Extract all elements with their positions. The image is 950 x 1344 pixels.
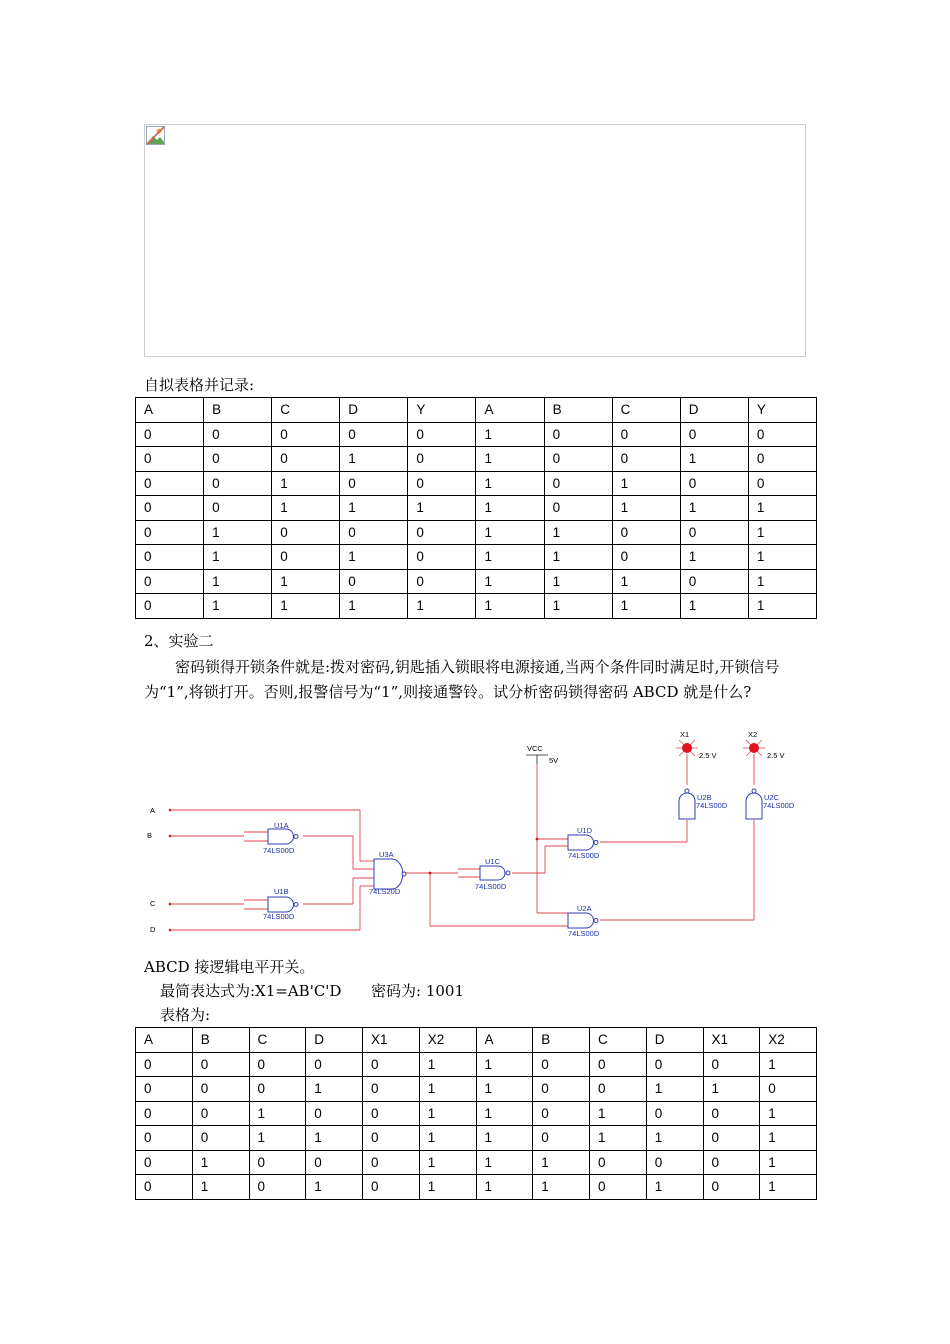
table-cell: 1 <box>476 1077 533 1102</box>
table-cell: 0 <box>612 520 680 545</box>
table-cell: 0 <box>680 471 748 496</box>
table-cell: 0 <box>340 569 408 594</box>
table-cell: 0 <box>544 447 612 472</box>
gate-u1a-ref: U1A <box>274 821 289 830</box>
gate-u1a-part: 74LS00D <box>263 846 295 855</box>
table-cell: 1 <box>748 545 816 570</box>
table-cell: 1 <box>476 447 544 472</box>
gate-u1d-part: 74LS00D <box>568 851 600 860</box>
table-cell: 1 <box>204 594 272 619</box>
table-cell: 1 <box>680 496 748 521</box>
header-cell: C <box>590 1028 647 1053</box>
table-cell: 1 <box>306 1077 363 1102</box>
table-cell: 1 <box>748 496 816 521</box>
table-cell: 1 <box>249 1126 306 1151</box>
table-cell: 1 <box>476 422 544 447</box>
header-row <box>136 1028 817 1053</box>
table-cell: 0 <box>136 447 204 472</box>
expression-line <box>160 979 464 1003</box>
header-cell: D <box>646 1028 703 1053</box>
table-row <box>136 1052 817 1077</box>
table-cell: 1 <box>340 545 408 570</box>
table-cell: 0 <box>136 1101 193 1126</box>
table-cell: 0 <box>612 447 680 472</box>
truth-table-2 <box>135 1027 817 1200</box>
table-cell: 0 <box>590 1052 647 1077</box>
header-cell: X2 <box>419 1028 476 1053</box>
header-cell: D <box>306 1028 363 1053</box>
table-cell: 1 <box>204 569 272 594</box>
header-cell: D <box>340 398 408 423</box>
header-cell: B <box>544 398 612 423</box>
table-cell: 0 <box>408 447 476 472</box>
table-cell: 0 <box>136 1077 193 1102</box>
table-cell: 1 <box>306 1126 363 1151</box>
table-cell: 1 <box>272 471 340 496</box>
table-cell: 0 <box>136 520 204 545</box>
table-cell: 0 <box>680 422 748 447</box>
table-cell: 0 <box>680 520 748 545</box>
table-cell: 0 <box>533 1052 590 1077</box>
table-cell: 1 <box>612 471 680 496</box>
table-cell: 0 <box>363 1150 420 1175</box>
table-cell: 1 <box>760 1150 817 1175</box>
simplified-expression: 最简表达式为:X1=AB'C'D <box>160 982 342 1000</box>
broken-image-icon <box>146 126 165 145</box>
table-cell: 0 <box>340 422 408 447</box>
table-cell: 0 <box>340 471 408 496</box>
table-cell: 0 <box>748 422 816 447</box>
table-cell: 0 <box>306 1150 363 1175</box>
table-cell: 0 <box>136 496 204 521</box>
table-cell: 0 <box>363 1101 420 1126</box>
vcc-value: 5V <box>549 756 559 765</box>
table-cell: 1 <box>533 1175 590 1200</box>
table-cell: 0 <box>363 1052 420 1077</box>
header-cell: X1 <box>363 1028 420 1053</box>
header-cell: C <box>612 398 680 423</box>
table-cell: 0 <box>136 1126 193 1151</box>
section-heading: 2、实验二 <box>144 632 214 650</box>
gate-u2c-ref: U2C <box>764 793 780 802</box>
input-d-label: D <box>150 925 156 934</box>
table-cell: 1 <box>419 1150 476 1175</box>
table-cell: 1 <box>590 1101 647 1126</box>
table-row <box>136 496 817 521</box>
table-cell: 0 <box>544 422 612 447</box>
gate-u1d-ref: U1D <box>577 826 593 835</box>
table-cell: 0 <box>408 422 476 447</box>
table-cell: 1 <box>272 496 340 521</box>
table-cell: 0 <box>544 496 612 521</box>
table-cell: 1 <box>340 447 408 472</box>
table-cell: 0 <box>204 447 272 472</box>
probe-x2-name: X2 <box>748 730 758 739</box>
table-cell: 1 <box>340 594 408 619</box>
table-cell: 0 <box>590 1150 647 1175</box>
table-cell: 1 <box>340 496 408 521</box>
switch-note: ABCD 接逻辑电平开关。 <box>144 958 315 976</box>
table-cell: 0 <box>272 520 340 545</box>
table-cell: 0 <box>136 594 204 619</box>
table-cell: 1 <box>419 1077 476 1102</box>
table-cell: 1 <box>760 1052 817 1077</box>
table-cell: 1 <box>544 569 612 594</box>
table-cell: 0 <box>408 471 476 496</box>
header-cell: A <box>476 398 544 423</box>
image-placeholder <box>144 124 806 357</box>
table-cell: 0 <box>192 1126 249 1151</box>
truth-table-1 <box>135 397 817 619</box>
gate-u3a-part: 74LS20D <box>369 887 401 896</box>
table-cell: 0 <box>363 1175 420 1200</box>
table-cell: 1 <box>204 520 272 545</box>
table-cell: 1 <box>419 1052 476 1077</box>
table-row <box>136 1150 817 1175</box>
table-cell: 0 <box>363 1077 420 1102</box>
table-cell: 0 <box>533 1126 590 1151</box>
table-cell: 1 <box>476 545 544 570</box>
input-a-label: A <box>150 806 156 815</box>
gate-u2b-part: 74LS00D <box>696 801 728 810</box>
table-cell: 0 <box>204 496 272 521</box>
table-cell: 1 <box>419 1126 476 1151</box>
table-cell: 0 <box>249 1150 306 1175</box>
table-cell: 1 <box>249 1101 306 1126</box>
table-cell: 0 <box>408 520 476 545</box>
table-cell: 0 <box>533 1077 590 1102</box>
password-value: 密码为: 1001 <box>371 982 465 1000</box>
table-cell: 0 <box>646 1052 703 1077</box>
table-row <box>136 1126 817 1151</box>
gate-u2b-ref: U2B <box>697 793 712 802</box>
table-cell: 0 <box>272 422 340 447</box>
table-cell: 0 <box>703 1126 760 1151</box>
table-cell: 1 <box>748 594 816 619</box>
table-cell: 1 <box>476 1175 533 1200</box>
table-cell: 1 <box>306 1175 363 1200</box>
probe-x1-name: X1 <box>680 730 690 739</box>
table-cell: 0 <box>703 1052 760 1077</box>
table-cell: 0 <box>646 1150 703 1175</box>
table-cell: 0 <box>272 447 340 472</box>
table-row <box>136 545 817 570</box>
table-cell: 1 <box>612 594 680 619</box>
gate-u1b-part: 74LS00D <box>263 912 295 921</box>
table-cell: 0 <box>136 471 204 496</box>
table-cell: 0 <box>408 545 476 570</box>
table-cell: 0 <box>204 422 272 447</box>
table-cell: 1 <box>408 594 476 619</box>
table-cell: 0 <box>703 1101 760 1126</box>
table-cell: 1 <box>419 1175 476 1200</box>
table-cell: 1 <box>612 569 680 594</box>
table-cell: 1 <box>272 569 340 594</box>
table-row <box>136 471 817 496</box>
table-cell: 1 <box>476 496 544 521</box>
table-cell: 1 <box>533 1150 590 1175</box>
probe-x2-voltage: 2.5 V <box>767 751 785 760</box>
table-cell: 1 <box>476 1101 533 1126</box>
table-cell: 0 <box>363 1126 420 1151</box>
table-cell: 0 <box>646 1101 703 1126</box>
vcc-label: VCC <box>527 744 543 753</box>
table-cell: 0 <box>748 471 816 496</box>
header-cell: C <box>249 1028 306 1053</box>
header-cell: A <box>136 398 204 423</box>
table-cell: 0 <box>136 569 204 594</box>
table-cell: 0 <box>136 1175 193 1200</box>
table-cell: 1 <box>272 594 340 619</box>
table-row <box>136 569 817 594</box>
table-cell: 0 <box>136 545 204 570</box>
probe-x1-lamp <box>682 743 692 753</box>
table-cell: 0 <box>408 569 476 594</box>
table-cell: 1 <box>760 1126 817 1151</box>
table-cell: 0 <box>544 471 612 496</box>
table-cell: 1 <box>760 1175 817 1200</box>
table-cell: 0 <box>760 1077 817 1102</box>
table1-caption: 自拟表格并记录: <box>144 376 255 394</box>
header-cell: C <box>272 398 340 423</box>
table-cell: 1 <box>476 594 544 619</box>
table-row <box>136 1175 817 1200</box>
table-cell: 0 <box>249 1052 306 1077</box>
table-cell: 0 <box>192 1101 249 1126</box>
table-cell: 0 <box>703 1150 760 1175</box>
table-row <box>136 447 817 472</box>
table-row <box>136 1077 817 1102</box>
table-cell: 1 <box>476 1126 533 1151</box>
table-cell: 1 <box>476 1150 533 1175</box>
header-cell: B <box>533 1028 590 1053</box>
header-cell: Y <box>748 398 816 423</box>
table-cell: 1 <box>544 520 612 545</box>
table-cell: 1 <box>680 545 748 570</box>
table-cell: 1 <box>544 594 612 619</box>
table-cell: 1 <box>612 496 680 521</box>
table-cell: 0 <box>306 1052 363 1077</box>
table-cell: 1 <box>646 1175 703 1200</box>
table-cell: 1 <box>476 471 544 496</box>
table-cell: 1 <box>476 520 544 545</box>
circuit-diagram <box>140 728 812 940</box>
table-cell: 0 <box>703 1175 760 1200</box>
header-cell: B <box>204 398 272 423</box>
table-cell: 0 <box>192 1052 249 1077</box>
table-cell: 1 <box>646 1126 703 1151</box>
gate-u1c-ref: U1C <box>485 857 501 866</box>
table-cell: 1 <box>646 1077 703 1102</box>
table-cell: 1 <box>192 1175 249 1200</box>
table-cell: 1 <box>590 1126 647 1151</box>
header-row <box>136 398 817 423</box>
table-cell: 1 <box>703 1077 760 1102</box>
section-paragraph: 密码锁得开锁条件就是:拨对密码,钥匙插入锁眼将电源接通,当两个条件同时满足时,开锁信号为“1”,将锁打开。否则,报警信号为“1”,则接通警铃。试分析密码锁得密码 ABCD 就是什么? <box>144 658 780 701</box>
gate-u2a-ref: U2A <box>577 904 592 913</box>
table-cell: 0 <box>249 1077 306 1102</box>
table-cell: 1 <box>419 1101 476 1126</box>
table-cell: 0 <box>680 569 748 594</box>
table-cell: 0 <box>748 447 816 472</box>
table-cell: 1 <box>204 545 272 570</box>
table-cell: 0 <box>306 1101 363 1126</box>
gate-u2a-part: 74LS00D <box>568 929 600 938</box>
table-row <box>136 422 817 447</box>
table-cell: 0 <box>612 422 680 447</box>
table-row <box>136 520 817 545</box>
table-row <box>136 594 817 619</box>
gate-u3a-ref: U3A <box>379 850 394 859</box>
table-cell: 0 <box>136 1052 193 1077</box>
gate-u1b-ref: U1B <box>274 887 289 896</box>
header-cell: A <box>136 1028 193 1053</box>
table-cell: 0 <box>136 1150 193 1175</box>
input-c-label: C <box>150 899 156 908</box>
gate-u2c-part: 74LS00D <box>763 801 795 810</box>
table-cell: 0 <box>136 422 204 447</box>
header-cell: X1 <box>703 1028 760 1053</box>
input-b-label: B <box>147 831 153 840</box>
table-cell: 0 <box>533 1101 590 1126</box>
header-cell: D <box>680 398 748 423</box>
table-cell: 0 <box>612 545 680 570</box>
table-cell: 0 <box>249 1175 306 1200</box>
table-row <box>136 1101 817 1126</box>
header-cell: B <box>192 1028 249 1053</box>
table-cell: 1 <box>748 520 816 545</box>
table-cell: 0 <box>590 1175 647 1200</box>
table-cell: 1 <box>192 1150 249 1175</box>
table-cell: 1 <box>760 1101 817 1126</box>
table-cell: 1 <box>544 545 612 570</box>
table-cell: 1 <box>476 569 544 594</box>
header-cell: A <box>476 1028 533 1053</box>
table-cell: 1 <box>680 594 748 619</box>
header-cell: X2 <box>760 1028 817 1053</box>
table-cell: 1 <box>408 496 476 521</box>
probe-x1-voltage: 2.5 V <box>699 751 717 760</box>
gate-u1c-part: 74LS00D <box>475 882 507 891</box>
table-cell: 1 <box>680 447 748 472</box>
table-cell: 1 <box>748 569 816 594</box>
table2-caption: 表格为: <box>160 1006 211 1024</box>
table-cell: 0 <box>340 520 408 545</box>
header-cell: Y <box>408 398 476 423</box>
probe-x2-lamp <box>749 743 759 753</box>
table-cell: 1 <box>476 1052 533 1077</box>
table-cell: 0 <box>590 1077 647 1102</box>
table-cell: 0 <box>204 471 272 496</box>
table-cell: 0 <box>272 545 340 570</box>
table-cell: 0 <box>192 1077 249 1102</box>
